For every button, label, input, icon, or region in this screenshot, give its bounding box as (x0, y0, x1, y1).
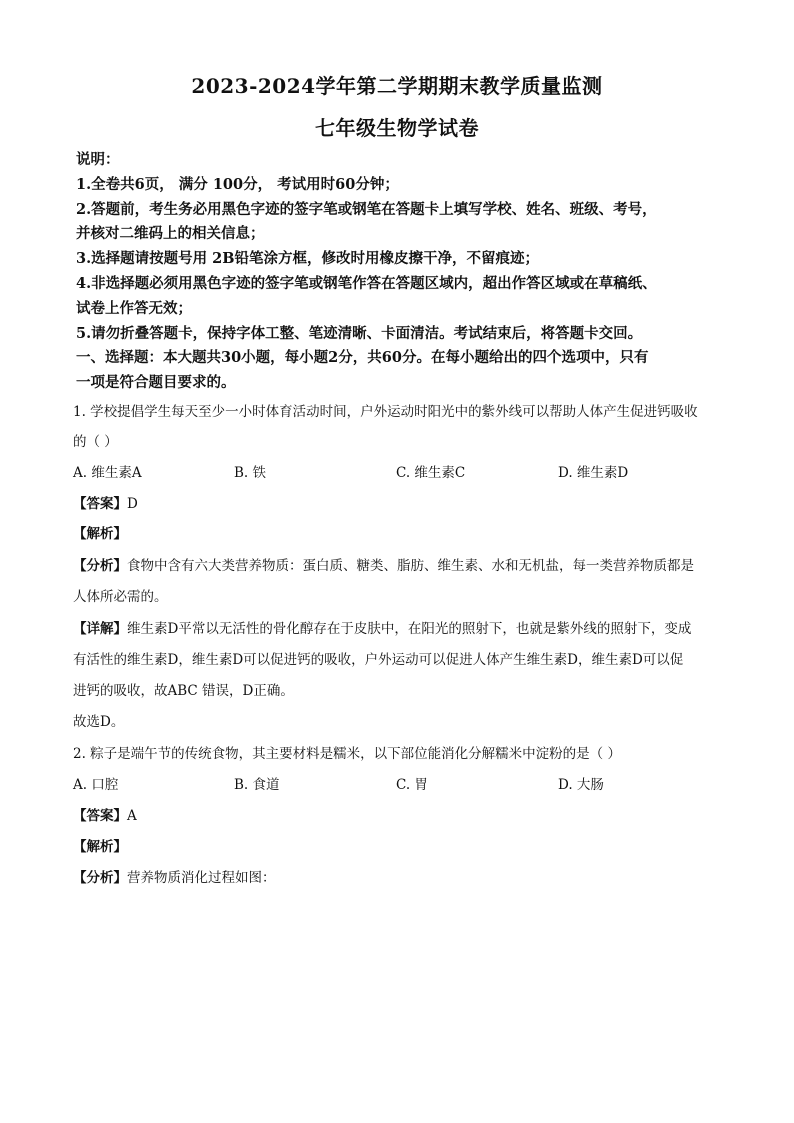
fenxi-tag: 【分析】 (73, 870, 127, 886)
instruction-item: 试卷上作答无效； (76, 300, 192, 317)
question-1-detail (73, 617, 691, 637)
instruction-item: 5.请勿折叠答题卡，保持字体工整、笔迹清晰、卡面清洁。考试结束后，将答题卡交回。 (76, 325, 643, 342)
question-1-option-a: A. 维生素A (73, 465, 142, 481)
question-2-stem: 2. 粽子是端午节的传统食物，其主要材料是糯米，以下部位能消化分解糯米中淀粉的是（ ） (73, 746, 621, 762)
question-1-analysis-tag (73, 522, 127, 542)
instruction-item: 3.选择题请按题号用 2B铅笔涂方框，修改时用橡皮擦干净，不留痕迹； (76, 250, 540, 267)
question-1-detail-cont: 有活性的维生素D，维生素D可以促进钙的吸收，户外运动可以促进人体产生维生素D，维生素D可以促 (73, 652, 684, 668)
question-1-option-b: B. 铁 (234, 465, 267, 481)
answer-tag: 【答案】 (73, 808, 127, 824)
detail-tag: 【详解】 (73, 621, 127, 637)
question-1-fenxi (73, 554, 694, 574)
section-heading: 一项是符合题目要求的。 (76, 374, 236, 391)
question-1-stem: 1. 学校提倡学生每天至少一小时体育活动时间，户外运动时阳光中的紫外线可以帮助人体产生促进钙吸收 (73, 404, 698, 420)
question-2-analysis-tag (73, 835, 127, 855)
exam-subtitle: 七年级生物学试卷 (315, 116, 479, 140)
answer-value: D (127, 496, 138, 512)
answer-tag: 【答案】 (73, 496, 127, 512)
question-2-option-a: A. 口腔 (73, 777, 119, 793)
question-1-option-d: D. 维生素D (558, 465, 629, 481)
question-2-option-b: B. 食道 (234, 777, 280, 793)
fenxi-text: 营养物质消化过程如图： (127, 870, 276, 886)
instruction-item: 2.答题前，考生务必用黑色字迹的签字笔或钢笔在答题卡上填写学校、姓名、班级、考号， (76, 201, 657, 218)
analysis-tag: 【解析】 (73, 839, 127, 855)
analysis-tag: 【解析】 (73, 526, 127, 542)
instruction-item: 4.非选择题必须用黑色字迹的签字笔或钢笔作答在答题区域内，超出作答区域或在草稿纸、 (76, 275, 657, 292)
question-2-option-c: C. 胃 (396, 777, 428, 793)
detail-text: 维生素D平常以无活性的骨化醇存在于皮肤中，在阳光的照射下，也就是紫外线的照射下，变成 (127, 621, 692, 637)
answer-value: A (127, 808, 137, 824)
instructions-label: 说明： (76, 151, 120, 168)
question-2-option-d: D. 大肠 (558, 777, 604, 793)
question-1-detail-cont: 进钙的吸收，故ABC 错误，D正确。 (73, 683, 294, 699)
fenxi-tag: 【分析】 (73, 558, 127, 574)
exam-title: 2023-2024学年第二学期期末教学质量监测 (191, 74, 603, 98)
question-2-fenxi (73, 866, 276, 886)
question-2-answer (73, 804, 137, 824)
question-1-option-c: C. 维生素C (396, 465, 466, 481)
question-1-fenxi-cont: 人体所必需的。 (73, 589, 168, 605)
question-1-conclusion: 故选D。 (73, 714, 125, 730)
fenxi-text: 食物中含有六大类营养物质：蛋白质、糖类、脂肪、维生素、水和无机盐，每一类营养物质都是 (127, 558, 694, 574)
instruction-item: 1.全卷共6页， 满分 100分， 考试用时60分钟； (76, 176, 399, 193)
question-1-stem: 的（ ） (73, 434, 118, 450)
instruction-item: 并核对二维码上的相关信息； (76, 225, 265, 242)
question-1-answer (73, 492, 138, 512)
section-heading: 一、选择题：本大题共30小题，每小题2分，共60分。在每小题给出的四个选项中，只有 (76, 349, 649, 366)
